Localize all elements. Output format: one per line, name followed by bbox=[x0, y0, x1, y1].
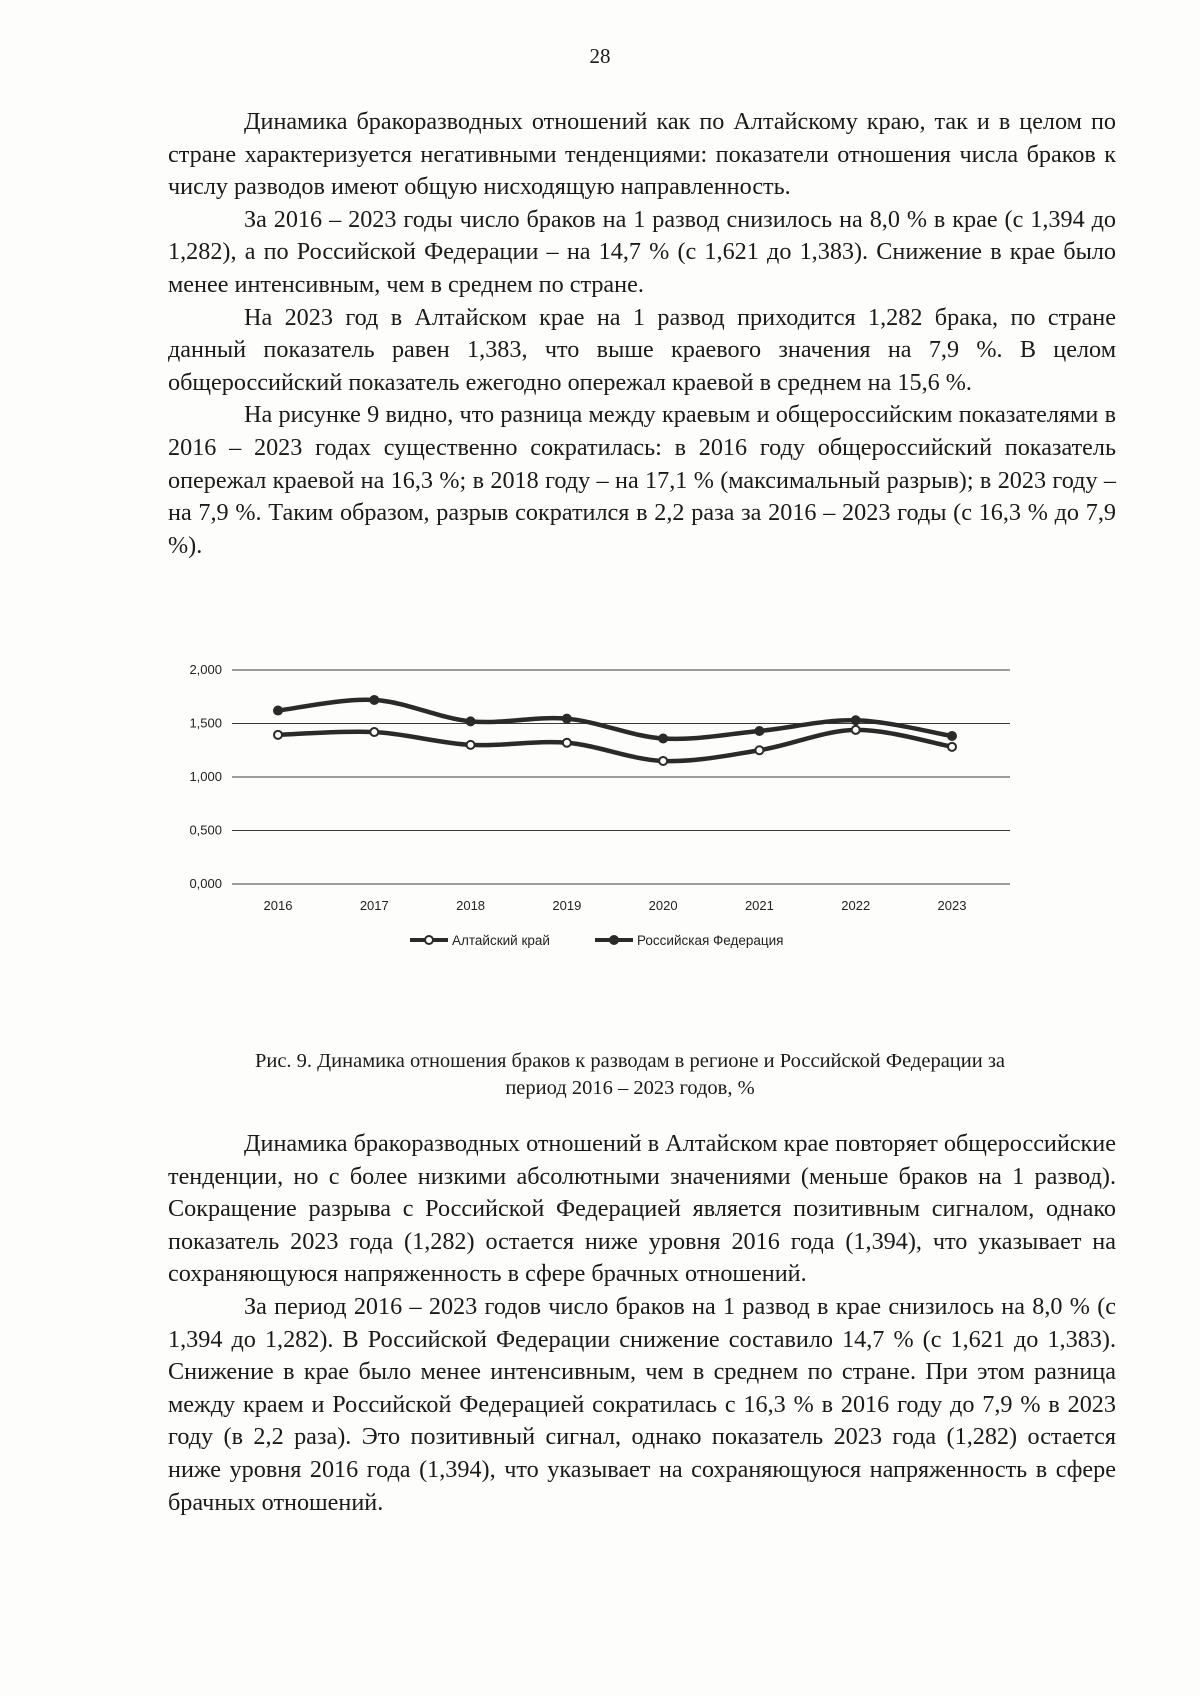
x-tick-label: 2016 bbox=[263, 898, 293, 913]
paragraph: На 2023 год в Алтайском крае на 1 развод приходится 1,282 брака, по стране данный показатель равен 1,383, что выше краевого значения на 7,9 %. В целом общероссийский показатель ежегодно опережал краевой в среднем на 15,6 %. bbox=[168, 303, 1116, 396]
x-axis-ticks bbox=[264, 898, 967, 913]
data-point bbox=[852, 726, 860, 734]
x-tick-label: 2017 bbox=[359, 898, 389, 913]
legend-label: Российская Федерация bbox=[637, 933, 784, 948]
y-tick-label: 1,000 bbox=[189, 769, 222, 784]
figure-caption: Рис. 9. Динамика отношения браков к разводам в регионе и Российской Федерации за период 2016 – 2023 годов, % bbox=[254, 1050, 1006, 1099]
text-block-bottom bbox=[168, 1128, 1116, 1519]
data-point bbox=[948, 732, 956, 740]
legend-marker bbox=[425, 936, 433, 944]
x-tick-label: 2019 bbox=[552, 898, 582, 913]
x-tick-label: 2022 bbox=[841, 898, 871, 913]
text-block-top bbox=[168, 106, 1116, 562]
x-tick-label: 2023 bbox=[937, 898, 967, 913]
x-tick-label: 2021 bbox=[744, 898, 774, 913]
paragraph: За период 2016 – 2023 годов число браков на 1 развод в крае снизилось на 8,0 % (с 1,394 до 1,282). В Российской Федерации снижение составило 14,7 % (с 1,621 до 1,383). Снижение в крае было менее интенсивным, чем в среднем по стране. При этом разница между краем и Российской Федерацией сократилась с 16,3 % в 2016 году до 7,9 % в 2023 году (в 2,2 раза). Это позитивный сигнал, однако показатель 2023 года (1,282) остается ниже уровня 2016 года (1,394), что указывает на сохраняющуюся напряженность в сфере брачных отношений. bbox=[168, 1292, 1116, 1516]
data-point bbox=[755, 727, 763, 735]
data-point bbox=[563, 739, 571, 747]
legend bbox=[410, 933, 783, 948]
data-point bbox=[274, 707, 282, 715]
data-point bbox=[948, 743, 956, 751]
legend-item bbox=[595, 933, 783, 948]
x-tick-label: 2020 bbox=[648, 898, 678, 913]
x-tick-label: 2018 bbox=[456, 898, 486, 913]
series bbox=[274, 696, 956, 765]
data-point bbox=[659, 734, 667, 742]
line-chart bbox=[160, 660, 1120, 980]
y-axis-ticks bbox=[189, 662, 222, 891]
data-point bbox=[370, 728, 378, 736]
series-line bbox=[278, 730, 952, 761]
paragraph: За 2016 – 2023 годы число браков на 1 развод снизилось на 8,0 % в крае (с 1,394 до 1,282), а по Российской Федерации – на 14,7 % (с 1,621 до 1,383). Снижение в крае было менее интенсивным, чем в среднем по стране. bbox=[168, 205, 1116, 298]
y-tick-label: 1,500 bbox=[189, 715, 222, 731]
paragraph: На рисунке 9 видно, что разница между краевым и общероссийским показателями в 2016 – 2023 годах существенно сократилась: в 2016 году общероссийский показатель опережал краевой на 16,3 %; в 2018 году – на 17,1 % (максимальный разрыв); в 2023 году – на 7,9 %. Таким образом, разрыв сократился в 2,2 раза за 2016 – 2023 годы (с 16,3 % до 7,9 %). bbox=[168, 401, 1116, 559]
paragraph: Динамика бракоразводных отношений в Алтайском крае повторяет общероссийские тенденции, но с более низкими абсолютными значениями (меньше браков на 1 развод). Сокращение разрыва с Российской Федерацией является позитивным сигналом, однако показатель 2023 года (1,282) остается ниже уровня 2016 года (1,394), что указывает на сохраняющуюся напряженность в сфере брачных отношений. bbox=[168, 1130, 1116, 1288]
legend-marker bbox=[610, 936, 618, 944]
y-tick-label: 2,000 bbox=[189, 662, 222, 677]
series-altai bbox=[274, 726, 956, 765]
data-point bbox=[370, 696, 378, 704]
paragraph: Динамика бракоразводных отношений как по Алтайскому краю, так и в целом по стране характеризуется негативными тенденциями: показатели отношения числа браков к числу разводов имеют общую нисходящую направленность. bbox=[168, 108, 1116, 201]
data-point bbox=[852, 716, 860, 724]
data-point bbox=[659, 757, 667, 765]
y-tick-label: 0,000 bbox=[189, 876, 222, 891]
data-point bbox=[274, 731, 282, 739]
legend-label: Алтайский край bbox=[452, 933, 550, 948]
y-tick-label: 0,500 bbox=[189, 822, 222, 838]
figure-9-chart bbox=[160, 660, 1120, 1020]
page-number: 28 bbox=[589, 44, 611, 68]
data-point bbox=[467, 717, 475, 725]
data-point bbox=[755, 746, 763, 754]
data-point bbox=[467, 741, 475, 749]
legend-item bbox=[410, 933, 550, 948]
data-point bbox=[563, 715, 571, 723]
